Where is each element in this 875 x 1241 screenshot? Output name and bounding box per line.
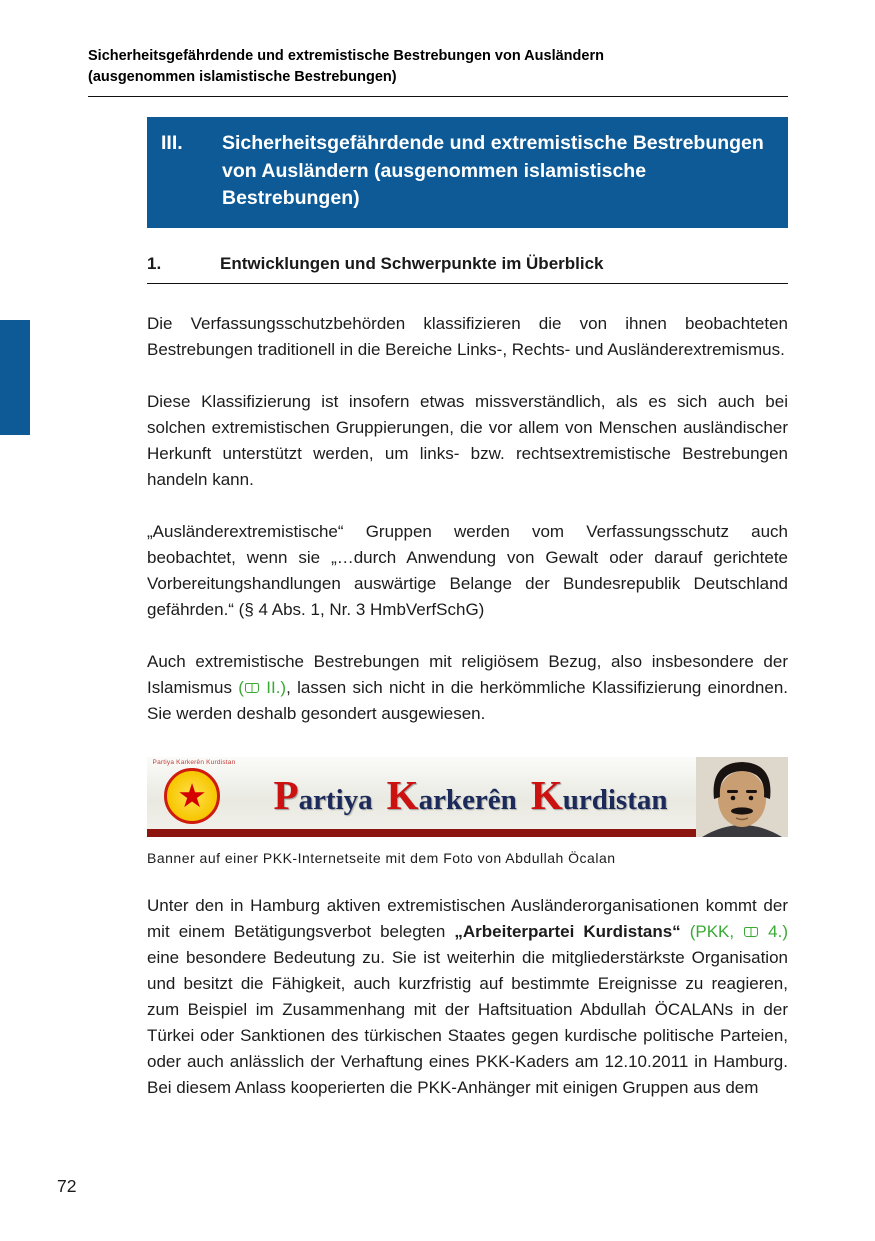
text-segment: Unter den in Hamburg aktiven extremistischen Ausländerorganisationen kommt der mit einem Betätigungsverbot belegten (147, 896, 788, 942)
banner-word (273, 772, 373, 819)
book-icon (245, 683, 259, 693)
book-icon (744, 927, 758, 937)
running-header-line1: Sicherheitsgefährdende und extremistische Bestrebungen von Ausländern (88, 48, 604, 64)
pkk-banner (147, 757, 788, 866)
text-segment (681, 922, 690, 941)
section-title: Entwicklungen und Schwerpunkte im Überblick (220, 254, 604, 274)
text-segment: Diese Klassifizierung ist insofern etwas missverständlich, als es sich auch bei solchen extremistischen Gruppierungen, die vor allem von Menschen ausländischer Herkunft unterstützt werden, um links- bzw. rechtsextremistische Bestrebungen handeln kann. (147, 392, 788, 490)
oecalan-photo (696, 757, 788, 837)
paragraph (147, 311, 788, 363)
chapter-number: III. (161, 132, 183, 155)
paragraph (147, 389, 788, 493)
text-segment: 4.) (759, 922, 789, 942)
chapter-heading (147, 117, 788, 228)
running-header-line2: (ausgenommen islamistische Bestrebungen) (88, 69, 397, 86)
paragraph (147, 649, 788, 727)
section-number: 1. (147, 254, 162, 274)
banner-word-rest: urdistan (562, 784, 668, 817)
text-segment: (PKK, (689, 922, 744, 942)
chapter-title: Sicherheitsgefährdende und extremistische Bestrebungen von Ausländern (ausgenommen islamistische Bestrebungen) (222, 132, 764, 210)
body-paragraphs-bottom (147, 893, 788, 1101)
banner-logo-arc-text: Partiya Karkerên Kurdistan (152, 759, 236, 767)
banner-word (386, 772, 517, 819)
running-header (88, 0, 788, 97)
page-number: 72 (57, 1176, 77, 1196)
section-heading (147, 254, 788, 284)
banner-word-rest: artiya (298, 784, 373, 817)
pkk-banner-image (147, 757, 788, 837)
text-segment: , lassen sich nicht in die herkömmliche Klassifizierung einordnen. Sie werden deshalb gesondert ausgewiesen. (147, 678, 789, 724)
text-segment: eine besondere Bedeutung zu. Sie ist weiterhin die mitgliederstärkste Organisation und besitzt die Fähigkeit, auch kurzfristig auf bestimmte Ereignisse zu reagieren, zum Beispiel im Zusammenhang mit der Haftsituation Abdullah ÖCALANs in der Türkei oder Sanktionen des türkischen Staates gegen kurdische politische Parteien, oder auch anlässlich der Verhaftung eines PKK-Kaders am 12.10.2011 in Hamburg. Bei diesem Anlass kooperierten die PKK-Anhänger mit einigen Gruppen aus dem (147, 948, 788, 1098)
paragraph (147, 893, 788, 1101)
paragraph (147, 519, 788, 623)
banner-word-rest: arkerên (418, 784, 517, 817)
chapter-margin-marker (0, 320, 30, 435)
pkk-star-icon: ★ (177, 776, 207, 814)
banner-bottom-strip (147, 829, 788, 837)
banner-word-initial: K (386, 772, 419, 819)
text-segment: „Arbeiterpartei Kurdistans“ (454, 922, 681, 942)
banner-title (251, 771, 690, 819)
banner-word-initial: P (273, 772, 299, 819)
banner-word (530, 772, 668, 819)
text-segment: Die Verfassungsschutzbehörden klassifizieren die von ihnen beobachteten Bestrebungen traditionell in die Bereiche Links-, Rechts- und Ausländerextremismus. (147, 314, 788, 360)
text-segment: Auch extremistische Bestrebungen mit religiösem Bezug, also insbesondere der Islamismus (147, 652, 788, 698)
body-paragraphs-top (147, 311, 788, 727)
text-segment: ( (238, 678, 244, 698)
text-segment: „Ausländerextremistische“ Gruppen werden vom Verfassungsschutz auch beobachtet, wenn sie „…durch Anwendung von Gewalt oder darauf gerichtete Vorbereitungshandlungen auswärtige Belange der Bundesrepublik Deutschland gefährden.“ (§ 4 Abs. 1, Nr. 3 HmbVerfSchG) (147, 522, 788, 620)
banner-caption: Banner auf einer PKK-Internetseite mit dem Foto von Abdullah Öcalan (147, 850, 616, 867)
text-segment: II.) (259, 678, 287, 698)
banner-word-initial: K (530, 772, 563, 819)
pkk-sun-logo (164, 768, 220, 824)
